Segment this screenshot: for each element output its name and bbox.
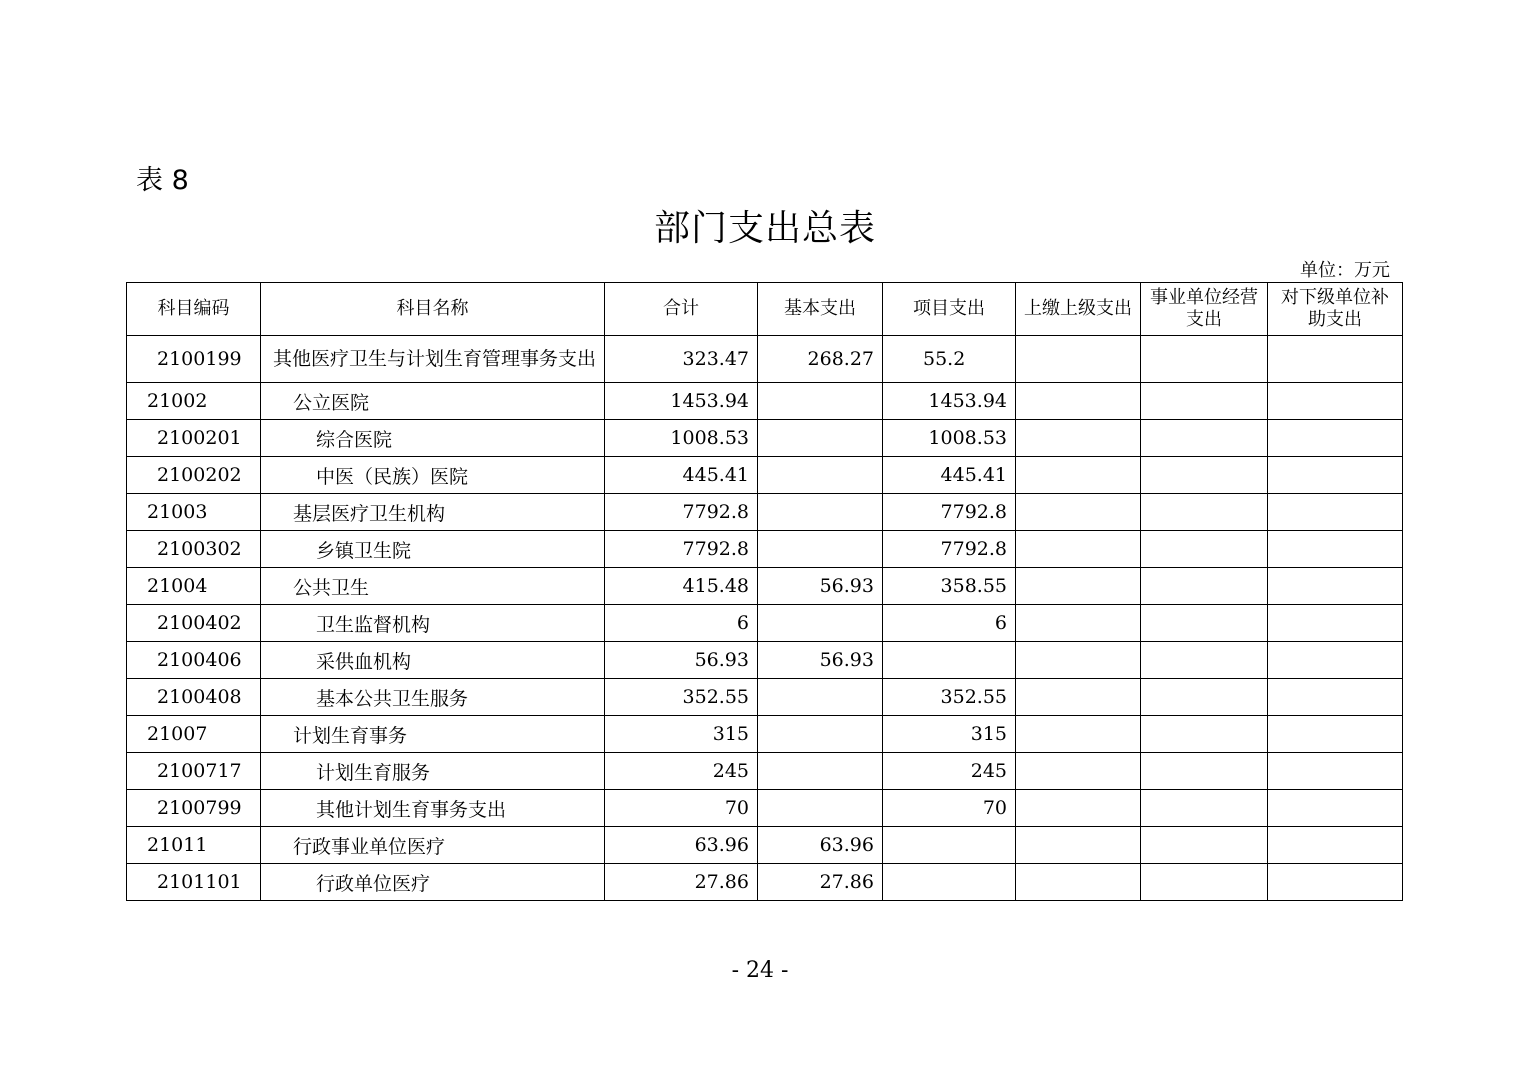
- cell-biz: [1141, 827, 1268, 864]
- cell-code: 2100406: [127, 642, 261, 679]
- table-label: 表 8: [136, 165, 189, 196]
- cell-basic: [758, 531, 883, 568]
- cell-name: 乡镇卫生院: [261, 531, 605, 568]
- cell-name: 其他计划生育事务支出: [261, 790, 605, 827]
- cell-name: 中医（民族）医院: [261, 457, 605, 494]
- page-number: - 24 -: [731, 958, 789, 983]
- cell-sub: [1268, 457, 1403, 494]
- cell-sub: [1268, 827, 1403, 864]
- cell-biz: [1141, 642, 1268, 679]
- cell-code: 2100201: [127, 420, 261, 457]
- cell-total: 63.96: [605, 827, 758, 864]
- cell-basic: [758, 383, 883, 420]
- cell-total: 56.93: [605, 642, 758, 679]
- header-basic: 基本支出: [758, 283, 883, 336]
- table-row: [127, 494, 1403, 531]
- cell-total: 27.86: [605, 864, 758, 901]
- table-row: [127, 864, 1403, 901]
- cell-project: 1453.94: [883, 383, 1016, 420]
- cell-basic: 268.27: [758, 336, 883, 383]
- document-title: 部门支出总表: [653, 208, 876, 249]
- cell-name: 公立医院: [261, 383, 605, 420]
- cell-sub: [1268, 568, 1403, 605]
- cell-basic: [758, 457, 883, 494]
- cell-basic: 27.86: [758, 864, 883, 901]
- cell-biz: [1141, 753, 1268, 790]
- header-row: [127, 283, 1403, 336]
- cell-sub: [1268, 716, 1403, 753]
- cell-project: 70: [883, 790, 1016, 827]
- cell-up: [1016, 864, 1141, 901]
- cell-basic: [758, 420, 883, 457]
- cell-up: [1016, 605, 1141, 642]
- cell-basic: 63.96: [758, 827, 883, 864]
- cell-name: 行政单位医疗: [261, 864, 605, 901]
- cell-total: 70: [605, 790, 758, 827]
- header-name: 科目名称: [261, 283, 605, 336]
- cell-code: 2100799: [127, 790, 261, 827]
- unit-label: 单位：万元: [1300, 260, 1390, 281]
- cell-name: 公共卫生: [261, 568, 605, 605]
- cell-sub: [1268, 753, 1403, 790]
- cell-biz: [1141, 494, 1268, 531]
- header-upper: 上缴上级支出: [1016, 283, 1141, 336]
- cell-code: 21002: [127, 383, 261, 420]
- cell-biz: [1141, 679, 1268, 716]
- cell-sub: [1268, 494, 1403, 531]
- cell-sub: [1268, 531, 1403, 568]
- header-code: 科目编码: [127, 283, 261, 336]
- cell-code: 21003: [127, 494, 261, 531]
- cell-up: [1016, 642, 1141, 679]
- table-row: [127, 827, 1403, 864]
- cell-biz: [1141, 383, 1268, 420]
- cell-total: 315: [605, 716, 758, 753]
- cell-up: [1016, 383, 1141, 420]
- cell-sub: [1268, 383, 1403, 420]
- cell-up: [1016, 457, 1141, 494]
- cell-basic: [758, 753, 883, 790]
- cell-project: 445.41: [883, 457, 1016, 494]
- cell-code: 21007: [127, 716, 261, 753]
- cell-total: 7792.8: [605, 494, 758, 531]
- cell-total: 7792.8: [605, 531, 758, 568]
- cell-name: 综合医院: [261, 420, 605, 457]
- cell-sub: [1268, 642, 1403, 679]
- cell-total: 445.41: [605, 457, 758, 494]
- cell-code: 2100717: [127, 753, 261, 790]
- cell-basic: [758, 494, 883, 531]
- cell-code: 2100202: [127, 457, 261, 494]
- cell-project: [883, 827, 1016, 864]
- table-row: [127, 753, 1403, 790]
- cell-up: [1016, 568, 1141, 605]
- cell-name: 基本公共卫生服务: [261, 679, 605, 716]
- cell-project: 7792.8: [883, 494, 1016, 531]
- cell-total: 415.48: [605, 568, 758, 605]
- cell-sub: [1268, 790, 1403, 827]
- header-subsidy: 对下级单位补助支出: [1268, 283, 1403, 336]
- cell-biz: [1141, 605, 1268, 642]
- cell-biz: [1141, 790, 1268, 827]
- cell-code: 2100402: [127, 605, 261, 642]
- cell-project: 1008.53: [883, 420, 1016, 457]
- cell-name: 其他医疗卫生与计划生育管理事务支出: [261, 336, 605, 383]
- cell-project: 358.55: [883, 568, 1016, 605]
- cell-code: 21004: [127, 568, 261, 605]
- cell-project: 55.2: [883, 336, 1016, 383]
- header-project: 项目支出: [883, 283, 1016, 336]
- cell-total: 352.55: [605, 679, 758, 716]
- cell-biz: [1141, 336, 1268, 383]
- cell-basic: [758, 679, 883, 716]
- cell-project: 352.55: [883, 679, 1016, 716]
- cell-sub: [1268, 336, 1403, 383]
- cell-code: 21011: [127, 827, 261, 864]
- cell-total: 323.47: [605, 336, 758, 383]
- table-row: [127, 568, 1403, 605]
- cell-up: [1016, 790, 1141, 827]
- cell-name: 计划生育事务: [261, 716, 605, 753]
- cell-sub: [1268, 864, 1403, 901]
- cell-total: 1453.94: [605, 383, 758, 420]
- cell-name: 计划生育服务: [261, 753, 605, 790]
- cell-name: 行政事业单位医疗: [261, 827, 605, 864]
- cell-sub: [1268, 420, 1403, 457]
- cell-project: 6: [883, 605, 1016, 642]
- header-business: 事业单位经营支出: [1141, 283, 1268, 336]
- expenditure-table: [126, 282, 1403, 901]
- cell-up: [1016, 336, 1141, 383]
- cell-name: 卫生监督机构: [261, 605, 605, 642]
- cell-basic: [758, 605, 883, 642]
- table-row: [127, 336, 1403, 383]
- cell-code: 2100302: [127, 531, 261, 568]
- cell-name: 基层医疗卫生机构: [261, 494, 605, 531]
- cell-up: [1016, 679, 1141, 716]
- cell-biz: [1141, 531, 1268, 568]
- cell-code: 2100199: [127, 336, 261, 383]
- cell-name: 采供血机构: [261, 642, 605, 679]
- cell-biz: [1141, 716, 1268, 753]
- cell-biz: [1141, 420, 1268, 457]
- table-row: [127, 605, 1403, 642]
- cell-project: 315: [883, 716, 1016, 753]
- cell-total: 245: [605, 753, 758, 790]
- cell-up: [1016, 420, 1141, 457]
- cell-biz: [1141, 568, 1268, 605]
- cell-code: 2100408: [127, 679, 261, 716]
- table-row: [127, 716, 1403, 753]
- header-total: 合计: [605, 283, 758, 336]
- cell-up: [1016, 716, 1141, 753]
- table-row: [127, 383, 1403, 420]
- cell-sub: [1268, 605, 1403, 642]
- cell-project: [883, 864, 1016, 901]
- cell-basic: 56.93: [758, 642, 883, 679]
- cell-code: 2101101: [127, 864, 261, 901]
- table-row: [127, 679, 1403, 716]
- cell-total: 1008.53: [605, 420, 758, 457]
- cell-basic: 56.93: [758, 568, 883, 605]
- cell-total: 6: [605, 605, 758, 642]
- cell-up: [1016, 531, 1141, 568]
- cell-basic: [758, 790, 883, 827]
- table-row: [127, 790, 1403, 827]
- table-row: [127, 642, 1403, 679]
- cell-sub: [1268, 679, 1403, 716]
- cell-up: [1016, 753, 1141, 790]
- cell-up: [1016, 494, 1141, 531]
- cell-up: [1016, 827, 1141, 864]
- cell-project: [883, 642, 1016, 679]
- table-row: [127, 531, 1403, 568]
- cell-project: 245: [883, 753, 1016, 790]
- table-row: [127, 457, 1403, 494]
- cell-project: 7792.8: [883, 531, 1016, 568]
- cell-basic: [758, 716, 883, 753]
- table-row: [127, 420, 1403, 457]
- cell-biz: [1141, 864, 1268, 901]
- cell-biz: [1141, 457, 1268, 494]
